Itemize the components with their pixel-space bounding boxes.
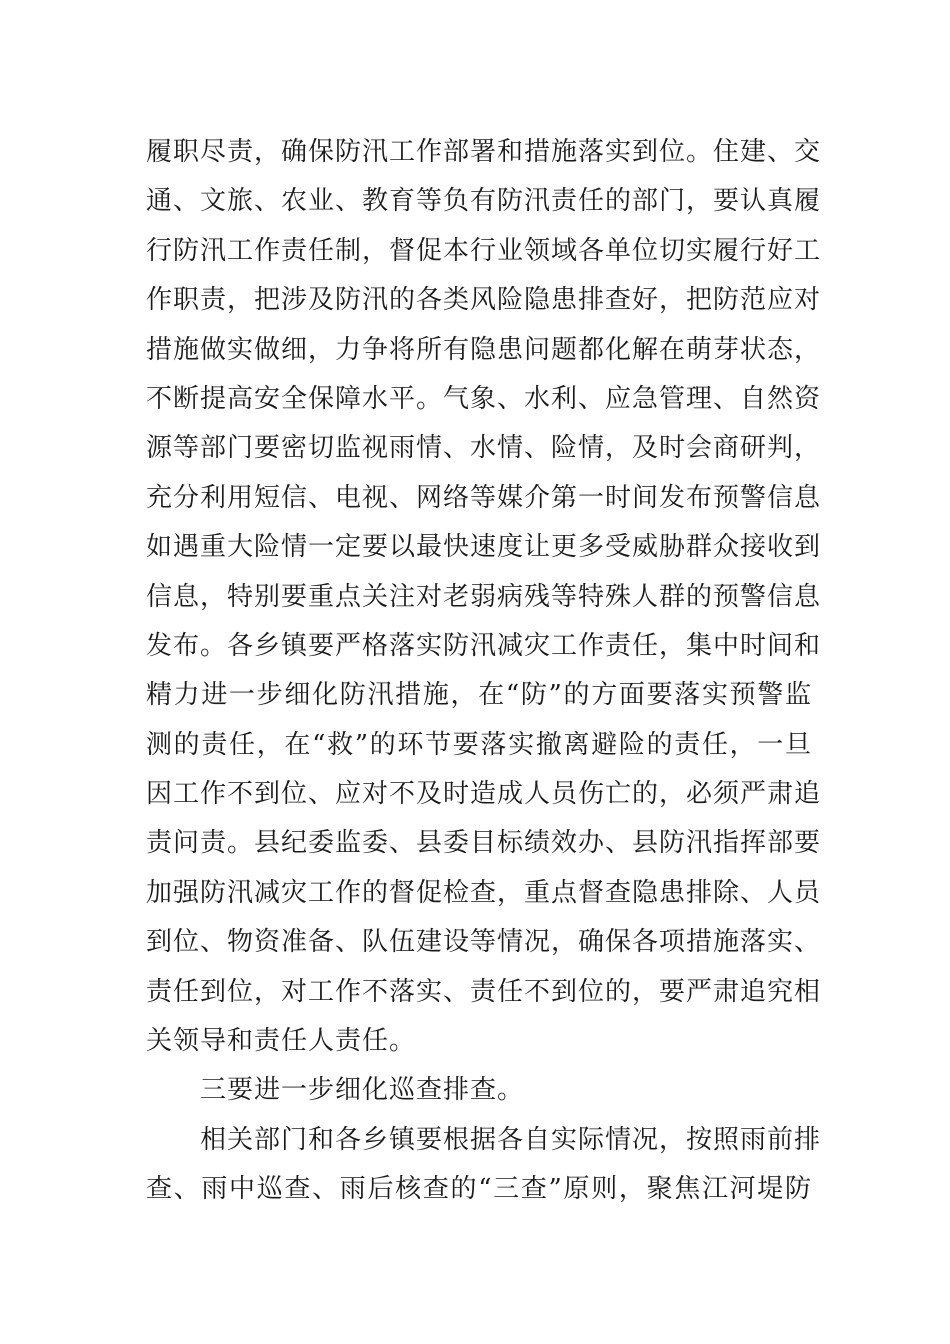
paragraph-2: [146, 1116, 822, 1215]
text-line: 关领导和责任人责任。: [146, 1026, 417, 1057]
text-line: 行防汛工作责任制，督促本行业领域各单位切实履行好工: [146, 235, 822, 266]
text-line: 如遇重大险情一定要以最快速度让更多受威胁群众接收到: [146, 532, 822, 563]
paragraph-1: [146, 128, 822, 1066]
text-line: 通、文旅、农业、教育等负有防汛责任的部门，要认真履: [146, 186, 822, 217]
text-line: 因工作不到位、应对不及时造成人员伤亡的，必须严肃追: [146, 779, 822, 810]
text-line: 责问责。县纪委监委、县委目标绩效办、县防汛指挥部要: [146, 828, 822, 859]
text-line: 查、雨中巡查、雨后核查的“三查”原则，聚焦江河堤防: [146, 1174, 812, 1205]
text-line: 信息，特别要重点关注对老弱病残等特殊人群的预警信息: [146, 581, 822, 612]
text-line: 作职责，把涉及防汛的各类风险隐患排查好，把防范应对: [146, 285, 822, 316]
text-line: 责任到位，对工作不落实、责任不到位的，要严肃追究相: [146, 976, 822, 1007]
text-line: 发布。各乡镇要严格落实防汛减灾工作责任，集中时间和: [146, 630, 822, 661]
text-line: 测的责任，在“救”的环节要落实撤离避险的责任，一旦: [146, 729, 812, 760]
text-line: 措施做实做细，力争将所有隐患问题都化解在萌芽状态，: [146, 334, 822, 365]
section-heading: 三要进一步细化巡查排查。: [200, 1075, 525, 1106]
text-line: 加强防汛减灾工作的督促检查，重点督查隐患排除、人员: [146, 877, 822, 908]
text-line: 充分利用短信、电视、网络等媒介第一时间发布预警信息: [146, 482, 822, 513]
text-line: 相关部门和各乡镇要根据各自实际情况，按照雨前排: [200, 1124, 822, 1155]
text-line: 源等部门要密切监视雨情、水情、险情，及时会商研判，: [146, 433, 822, 464]
document-body: [146, 128, 822, 1215]
text-line: 到位、物资准备、队伍建设等情况，确保各项措施落实、: [146, 927, 822, 958]
text-line: 精力进一步细化防汛措施，在“防”的方面要落实预警监: [146, 680, 812, 711]
text-line: 不断提高安全保障水平。气象、水利、应急管理、自然资: [146, 383, 822, 414]
text-line: 履职尽责，确保防汛工作部署和措施落实到位。住建、交: [146, 137, 822, 167]
